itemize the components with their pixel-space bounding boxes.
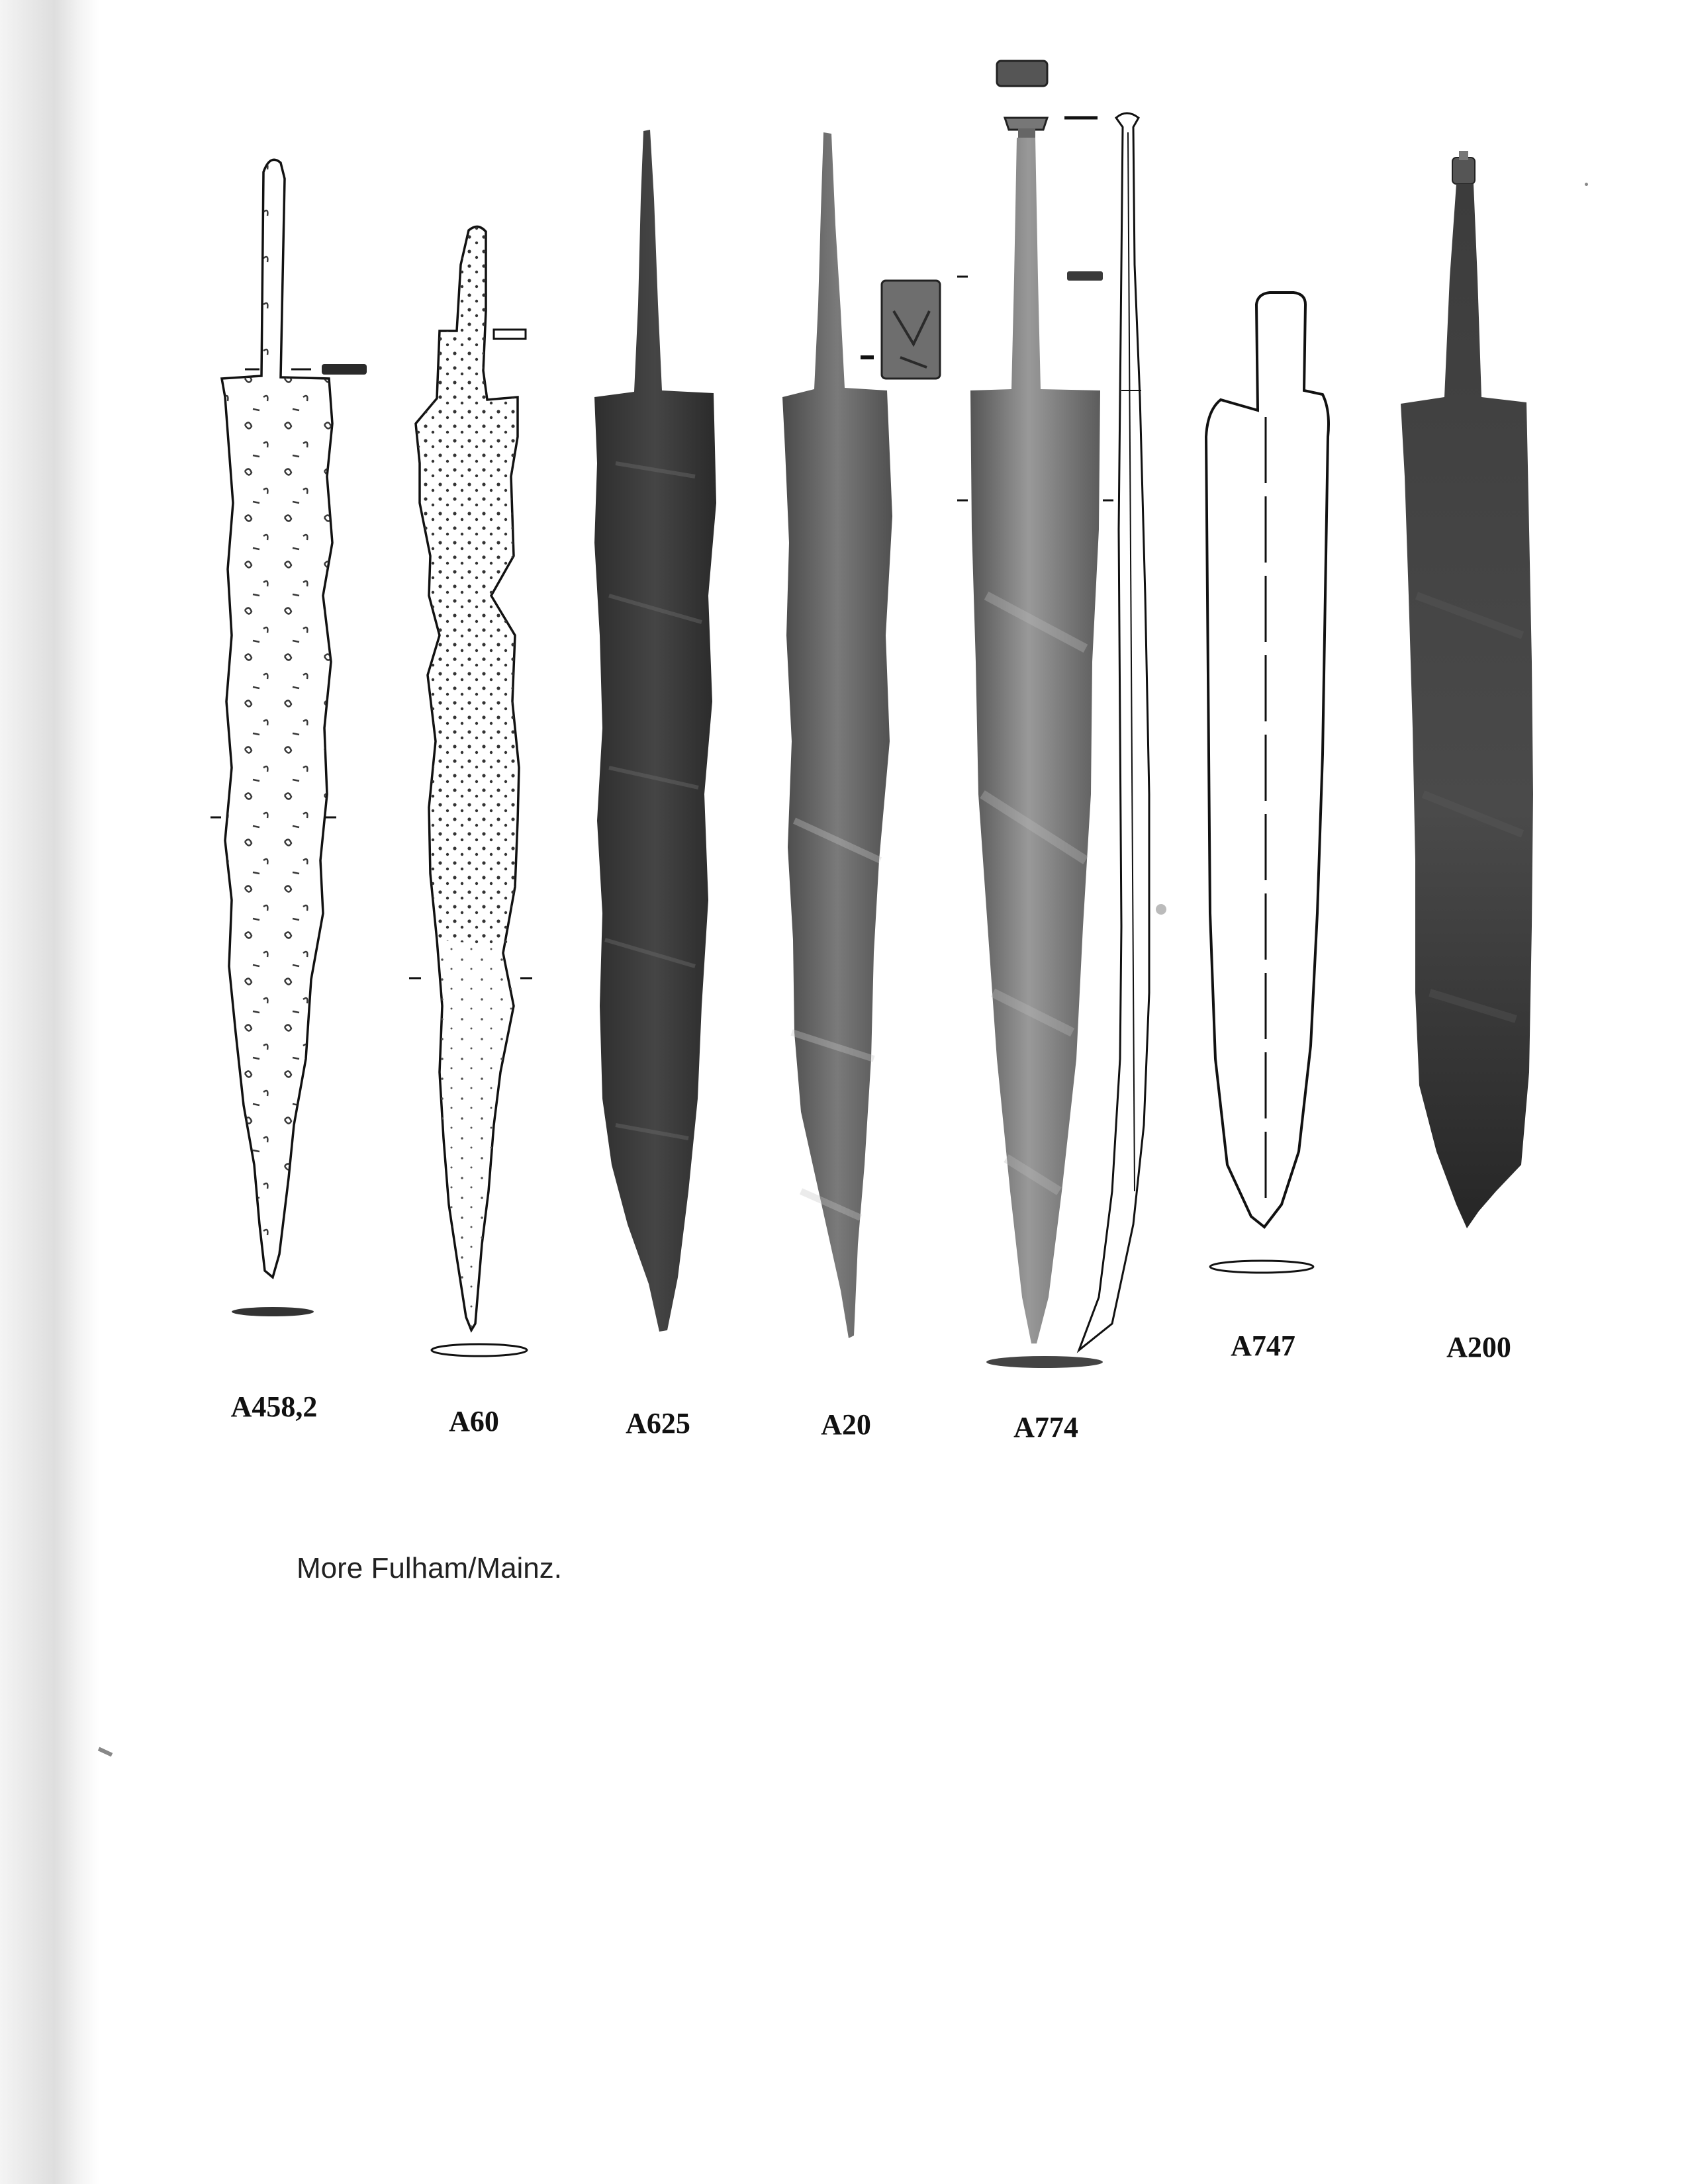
sword-A458-2 (211, 159, 367, 1316)
label-A60: A60 (449, 1405, 499, 1437)
sword-A60 (409, 226, 532, 1356)
sword-A747 (1206, 293, 1329, 1273)
label-A200: A200 (1446, 1331, 1511, 1363)
sword-A200 (1401, 151, 1533, 1228)
label-A747: A747 (1231, 1330, 1295, 1362)
label-A625: A625 (626, 1407, 690, 1439)
label-A774: A774 (1013, 1411, 1078, 1443)
label-A458-2: A458,2 (230, 1390, 318, 1423)
figure-caption: More Fulham/Mainz. (297, 1552, 563, 1584)
margin-speck (98, 1747, 113, 1757)
label-A20: A20 (821, 1408, 871, 1441)
sword-A774 (957, 61, 1149, 1368)
sword-A625 (594, 130, 716, 1332)
sword-A20 (782, 132, 940, 1338)
